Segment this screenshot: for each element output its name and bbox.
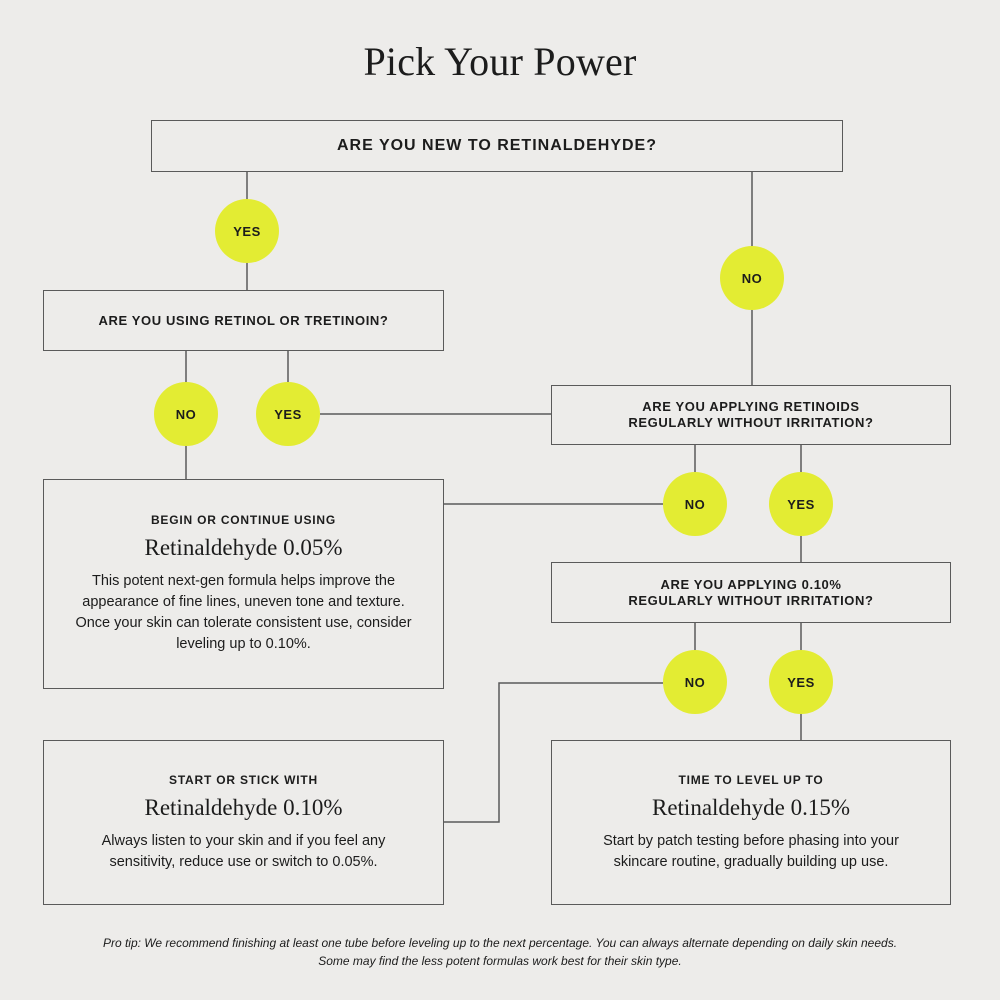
question-using-retinol (43, 290, 444, 351)
result-retinaldehyde-005 (43, 479, 444, 689)
question-applying-retinoids (551, 385, 951, 445)
result-description: This potent next-gen formula helps improve the appearance of fine lines, uneven tone and texture. Once your skin can tolerate consistent use, consider leveling up to 0.10%. (75, 573, 412, 652)
page-title: Pick Your Power (363, 39, 637, 84)
question-text-line1: ARE YOU APPLYING RETINOIDS (642, 399, 860, 414)
answer-yes-new: YES (215, 199, 279, 263)
answer-yes-010: YES (769, 650, 833, 714)
pro-tip-footnote: Pro tip: We recommend finishing at least one tube before leveling up to the next percentage. You can always alternate depending on daily skin needs. Some may find the less potent formulas work best for their skin type. (102, 936, 898, 968)
question-text: ARE YOU USING RETINOL OR TRETINOIN? (98, 312, 389, 328)
answer-no-010: NO (663, 650, 727, 714)
answer-yes-retinoids: YES (769, 472, 833, 536)
result-kicker: BEGIN OR CONTINUE USING (150, 513, 337, 527)
question-new-to-retinaldehyde (151, 120, 843, 172)
result-retinaldehyde-010 (43, 740, 444, 905)
question-text-line2: REGULARLY WITHOUT IRRITATION? (628, 592, 874, 608)
answer-no-new: NO (720, 246, 784, 310)
result-retinaldehyde-015 (551, 740, 951, 905)
question-text: ARE YOU NEW TO RETINALDEHYDE? (337, 137, 657, 154)
question-text-line1: ARE YOU APPLYING 0.10% (660, 576, 842, 592)
result-description: Always listen to your skin and if you feel any sensitivity, reduce use or switch to 0.05%. (101, 832, 386, 870)
result-product: Retinaldehyde 0.10% (144, 794, 343, 820)
answer-no-retinol: NO (154, 382, 218, 446)
result-product: Retinaldehyde 0.05% (144, 535, 343, 560)
result-kicker: START OR STICK WITH (169, 772, 318, 787)
answer-no-retinoids: NO (663, 472, 727, 536)
answer-yes-retinol: YES (256, 382, 320, 446)
question-applying-010 (551, 562, 951, 623)
result-kicker: TIME TO LEVEL UP TO (678, 772, 824, 787)
result-description: Start by patch testing before phasing into your skincare routine, gradually building up use. (603, 832, 899, 870)
result-product: Retinaldehyde 0.15% (651, 794, 850, 820)
question-text-line2: REGULARLY WITHOUT IRRITATION? (628, 415, 874, 430)
